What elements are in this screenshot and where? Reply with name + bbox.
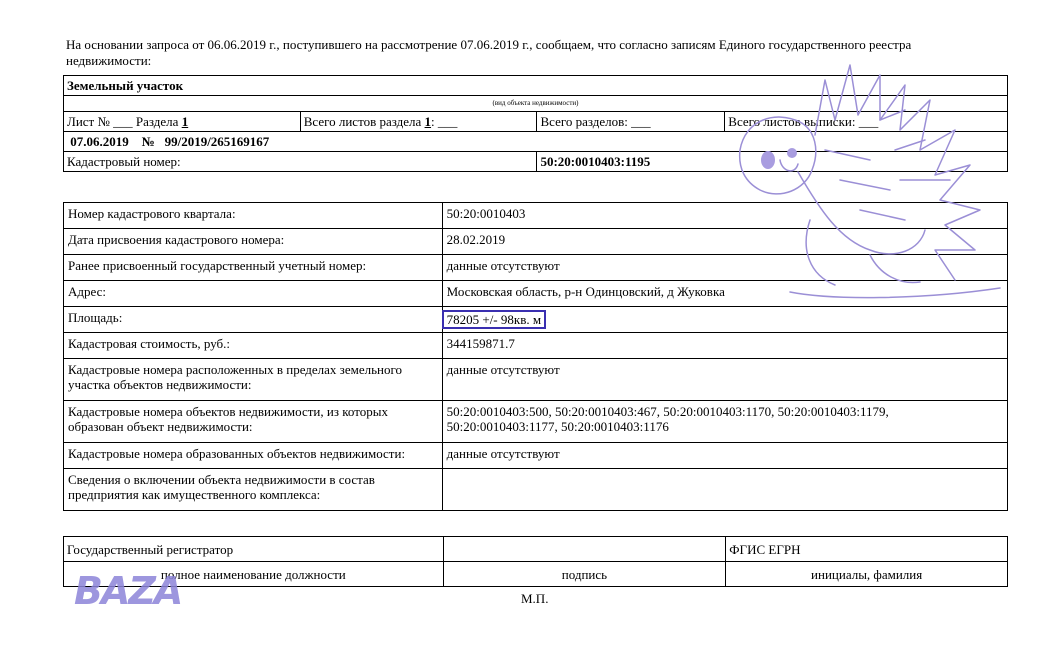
table-row: Сведения о включении объекта недвижимости в состав предприятия как имущественного комплекса: — [64, 469, 1008, 511]
table-row: Кадастровые номера образованных объектов недвижимости: данные отсутствуют — [64, 443, 1008, 469]
table-row: Номер кадастрового квартала: 50:20:0010403 — [64, 203, 1008, 229]
table-row: Адрес: Московская область, р-н Одинцовский, д Жуковка — [64, 281, 1008, 307]
signature-blank — [443, 537, 726, 562]
name-caption: инициалы, фамилия — [726, 562, 1008, 587]
table-row: Кадастровая стоимость, руб.: 344159871.7 — [64, 333, 1008, 359]
signature-table — [63, 536, 1008, 587]
date-number-row: 07.06.2019 № 99/2019/265169167 — [64, 132, 1008, 152]
total-extract-sheets-cell: Всего листов выписки: ___ — [725, 112, 1008, 132]
cadastral-label: Кадастровый номер: — [64, 152, 537, 172]
sheet-cell: Лист № ___ Раздела 1 — [64, 112, 301, 132]
registrar-name: ФГИС ЕГРН — [726, 537, 1008, 562]
object-type: Земельный участок — [64, 76, 1008, 96]
logo-text: BAZA — [74, 569, 182, 612]
extract-date: 07.06.2019 — [70, 134, 129, 149]
extract-number: 99/2019/265169167 — [164, 134, 270, 149]
cadastral-value: 50:20:0010403:1195 — [537, 152, 1008, 172]
total-sections-cell: Всего разделов: ___ — [537, 112, 725, 132]
details-table — [63, 202, 1008, 511]
intro-text: На основании запроса от 06.06.2019 г., поступившего на рассмотрение 07.06.2019 г., сообщаем, что согласно записям Единого государственного реестра недвижимости: — [66, 37, 912, 68]
section-number: 1 — [181, 114, 189, 129]
table-row: Ранее присвоенный государственный учетный номер: данные отсутствуют — [64, 255, 1008, 281]
registrar-label: Государственный регистратор — [64, 537, 444, 562]
table-row: Площадь: 78205 +/- 98кв. м — [64, 307, 1008, 333]
table-row: Кадастровые номера расположенных в пределах земельного участка объектов недвижимости: данные отсутствуют — [64, 359, 1008, 401]
stamp-label: М.П. — [521, 591, 549, 606]
table-row: Дата присвоения кадастрового номера: 28.02.2019 — [64, 229, 1008, 255]
object-type-caption: (вид объекта недвижимости) — [64, 96, 1008, 112]
total-sheets-section-cell: Всего листов раздела 1: ___ — [300, 112, 537, 132]
area-highlight: 78205 +/- 98кв. м — [442, 310, 546, 329]
signature-caption: подпись — [443, 562, 726, 587]
header-table — [63, 75, 1008, 172]
table-row: Кадастровые номера объектов недвижимости, из которых образован объект недвижимости: 50:20:0010403:500, 50:20:0010403:467, 50:20:0010403:1170, 50:20:0010403:1179, 50:20:0010403:1177, 50:20:0010403:1176 — [64, 401, 1008, 443]
position-caption: полное наименование должности — [64, 562, 444, 587]
